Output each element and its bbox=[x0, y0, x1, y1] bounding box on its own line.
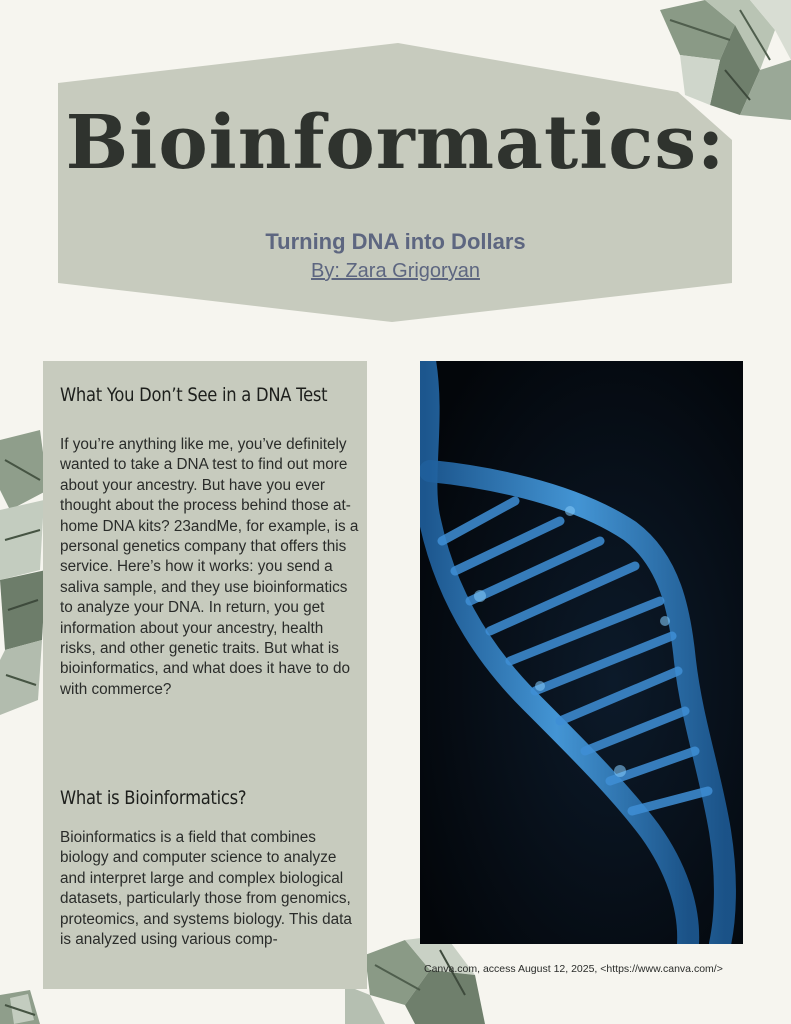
article-panel bbox=[43, 361, 367, 989]
dna-helix-image bbox=[420, 361, 743, 944]
section-heading: What is Bioinformatics? bbox=[60, 787, 247, 809]
page-title: Bioinformatics: bbox=[65, 100, 726, 186]
article-paragraph: If you’re anything like me, you’ve definitely wanted to take a DNA test to find out more about your ancestry. But have you ever thought about the process behind those at-home DNA kits? 23andMe, for example, is a personal genetics company that offers this service. Here’s how it works: you send a saliva sample, and they use bioinformatics to analyze your DNA. In return, you get information about your ancestry, health risks, and other genetic traits. But what is bioinformatics, and what does it have to do with commerce? bbox=[60, 436, 359, 698]
author-byline[interactable]: By: Zara Grigoryan bbox=[311, 260, 480, 282]
folded-money-decoration bbox=[0, 430, 48, 715]
article-paragraph: Bioinformatics is a field that combines biology and computer science to analyze and interpret large and complex biological datasets, particularly those from genomics, proteomics, and systems biology. This data is analyzed using various comp- bbox=[60, 829, 352, 949]
folded-money-decoration bbox=[0, 990, 40, 1024]
section-heading: What You Don’t See in a DNA Test bbox=[60, 384, 328, 406]
image-caption: Canva.com, access August 12, 2025, <https://www.canva.com/> bbox=[424, 963, 723, 975]
page-subtitle: Turning DNA into Dollars bbox=[265, 229, 526, 254]
